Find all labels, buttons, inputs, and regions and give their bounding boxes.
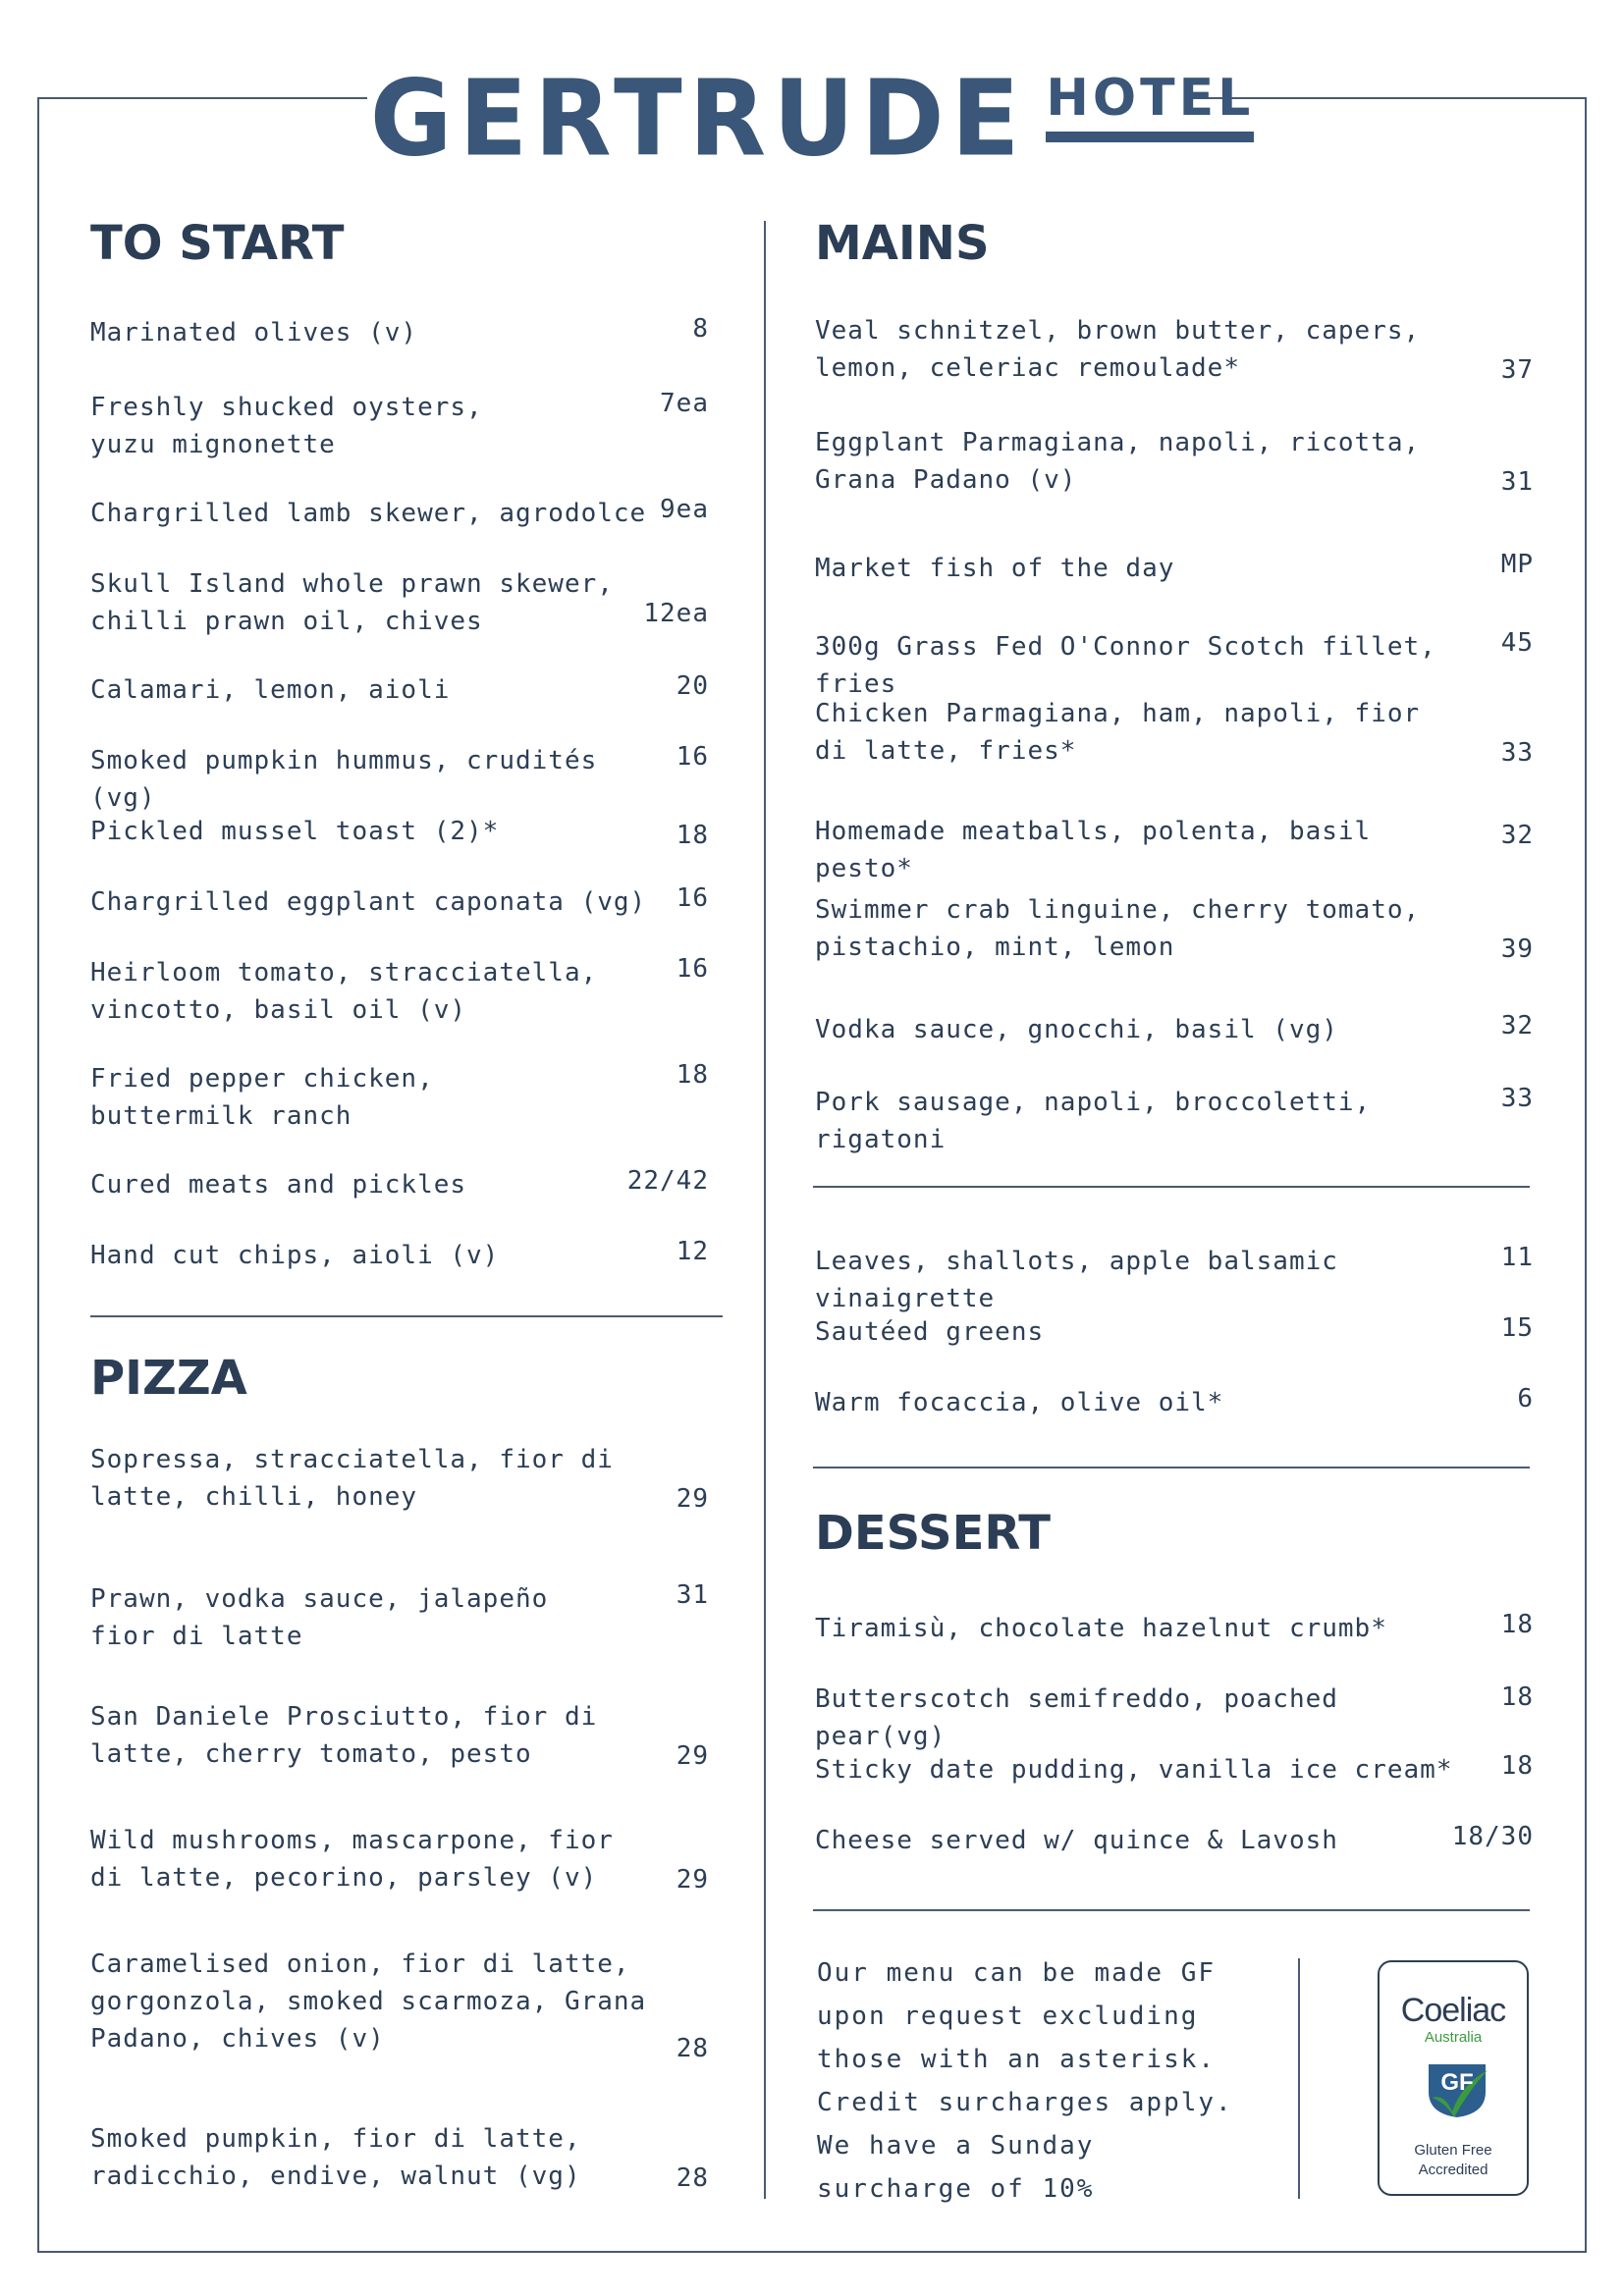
menu-item-price: 18 (1500, 1751, 1534, 1781)
menu-item-price: 9ea (660, 495, 709, 524)
menu-item-price: 16 (676, 883, 709, 913)
menu-item (815, 1313, 1492, 1351)
menu-item-name: 300g Grass Fed O'Connor Scotch fillet, fries (815, 632, 1436, 699)
menu-item-name: Wild mushrooms, mascarpone, fior di latte, pecorino, parsley (v) (90, 1826, 614, 1893)
menu-item (90, 1946, 679, 2057)
menu-item-price: 16 (676, 954, 709, 984)
menu-item (90, 1166, 660, 1203)
menu-item-price: 32 (1500, 1011, 1534, 1041)
menu-item (815, 312, 1483, 387)
note-line: Our menu can be made GF (817, 1958, 1217, 1988)
menu-item-price: 31 (676, 1580, 709, 1610)
menu-item-name: Hand cut chips, aioli (v) (90, 1241, 500, 1270)
section-title-dessert: DESSERT (815, 1506, 1051, 1561)
menu-item-price: 29 (676, 1741, 709, 1771)
menu-item (815, 813, 1483, 887)
menu-item (90, 495, 660, 532)
menu-item-price: 33 (1500, 738, 1534, 768)
menu-item (815, 1243, 1492, 1317)
menu-item-price: MP (1500, 550, 1534, 579)
menu-item (815, 550, 1483, 587)
menu-item-name: Chargrilled lamb skewer, agrodolce (90, 499, 647, 528)
menu-item-name: Sticky date pudding, vanilla ice cream* (815, 1755, 1453, 1785)
menu-item-price: 29 (676, 1865, 709, 1895)
menu-item (815, 695, 1483, 770)
menu-item-name: Marinated olives (v) (90, 318, 418, 347)
brand-logo (369, 58, 1255, 181)
brand-name: GERTRUDE (369, 58, 1027, 181)
menu-item (90, 1822, 679, 1896)
section-title-to-start: TO START (90, 216, 345, 271)
brand-sub: HOTEL (1046, 71, 1254, 142)
badge-footer: Gluten Free Accredited (1414, 2142, 1492, 2178)
menu-item (815, 628, 1483, 703)
menu-item-name: Swimmer crab linguine, cherry tomato, pistachio, mint, lemon (815, 895, 1421, 962)
menu-item-name: Sopressa, stracciatella, fior di latte, chilli, honey (90, 1445, 614, 1512)
menu-item-name: Pork sausage, napoli, broccoletti, rigatoni (815, 1088, 1372, 1154)
note-divider (1298, 1958, 1300, 2199)
menu-item (815, 424, 1483, 499)
gf-check-icon (1423, 2058, 1491, 2119)
header (0, 58, 1624, 181)
menu-item-price: 45 (1500, 628, 1534, 658)
menu-item-price: 16 (676, 742, 709, 772)
menu-item-price: 39 (1500, 934, 1534, 964)
menu-item-price: 18 (676, 821, 709, 850)
menu-item-price: 22/42 (626, 1166, 709, 1196)
menu-item (90, 813, 660, 850)
badge-gf-text: GF (1440, 2069, 1474, 2096)
menu-item (815, 1610, 1483, 1647)
menu-item-price: 8 (692, 314, 709, 344)
menu-item (90, 389, 660, 463)
menu-item-price: 11 (1500, 1243, 1534, 1272)
menu-item (90, 1441, 679, 1516)
frame-bottom (37, 2251, 1587, 2253)
menu-item-name: Pickled mussel toast (2)* (90, 817, 500, 846)
divider-sides (813, 1467, 1530, 1468)
menu-item-name: Eggplant Parmagiana, napoli, ricotta, Grana Padano (v) (815, 428, 1421, 495)
menu-item-name: Fried pepper chicken, buttermilk ranch (90, 1064, 434, 1131)
menu-item (90, 742, 660, 817)
menu-item-name: Homemade meatballs, polenta, basil pesto* (815, 817, 1372, 883)
note-line: those with an asterisk. (817, 2045, 1217, 2074)
menu-item (815, 1384, 1492, 1421)
note-line: We have a Sunday (817, 2131, 1095, 2161)
badge-coeliac: Coeliac (1400, 1992, 1506, 2029)
menu-item-price: 6 (1517, 1384, 1534, 1414)
menu-item (90, 1060, 660, 1135)
menu-item-name: Smoked pumpkin hummus, crudités (vg) (90, 746, 598, 813)
menu-item-name: Leaves, shallots, apple balsamic vinaigrette (815, 1247, 1338, 1313)
menu-item (815, 1751, 1483, 1789)
menu-item-price: 28 (676, 2034, 709, 2063)
menu-item (90, 1580, 679, 1655)
menu-item-price: 18 (676, 1060, 709, 1090)
menu-item-price: 32 (1500, 821, 1534, 850)
menu-item (90, 883, 660, 921)
note-line: Credit surcharges apply. (817, 2088, 1233, 2117)
menu-item (90, 2120, 679, 2195)
menu-item (90, 1698, 679, 1773)
divider-dessert (813, 1909, 1530, 1911)
menu-item-name: San Daniele Prosciutto, fior di latte, cherry tomato, pesto (90, 1702, 598, 1769)
badge-australia: Australia (1424, 2029, 1483, 2046)
menu-item-price: 15 (1500, 1313, 1534, 1343)
note-line: surcharge of 10% (817, 2174, 1095, 2204)
menu-item (815, 891, 1483, 966)
menu-item-name: Smoked pumpkin, fior di latte, radicchio, endive, walnut (vg) (90, 2124, 581, 2191)
menu-item (90, 1237, 660, 1274)
menu-item-name: Caramelised onion, fior di latte, gorgonzola, smoked scarmoza, Grana Padano, chives (v) (90, 1949, 647, 2054)
menu-item-price: 20 (676, 671, 709, 701)
menu-item-name: Butterscotch semifreddo, poached pear(vg) (815, 1684, 1338, 1751)
menu-item (815, 1681, 1483, 1755)
menu-item-price: 12 (676, 1237, 709, 1266)
menu-item-name: Market fish of the day (815, 554, 1175, 583)
menu-item (815, 1084, 1483, 1158)
menu-item (90, 565, 660, 640)
menu-item-name: Vodka sauce, gnocchi, basil (vg) (815, 1015, 1338, 1044)
frame-left (37, 97, 39, 2253)
divider-mains (813, 1186, 1530, 1188)
menu-item-name: Sautéed greens (815, 1317, 1045, 1347)
menu-item-price: 12ea (643, 599, 709, 628)
menu-item-name: Chargrilled eggplant caponata (vg) (90, 887, 647, 917)
menu-item-name: Tiramisù, chocolate hazelnut crumb* (815, 1614, 1387, 1643)
coeliac-badge (1378, 1960, 1529, 2196)
menu-item-price: 18 (1500, 1610, 1534, 1639)
menu-item (90, 954, 660, 1029)
menu-item-name: Calamari, lemon, aioli (90, 675, 451, 705)
menu-item (90, 314, 660, 351)
menu-item-price: 37 (1500, 355, 1534, 385)
menu-item-price: 31 (1500, 467, 1534, 497)
frame-right (1585, 97, 1587, 2253)
menu-item (815, 1011, 1483, 1048)
menu-item-name: Heirloom tomato, stracciatella, vincotto, basil oil (v) (90, 958, 598, 1025)
menu-item (815, 1822, 1483, 1859)
section-title-mains: MAINS (815, 216, 990, 271)
divider-to-start (90, 1315, 723, 1317)
gf-note (817, 1951, 1233, 2211)
column-divider (764, 221, 766, 2199)
menu-item-name: Warm focaccia, olive oil* (815, 1388, 1224, 1417)
menu-item-name: Veal schnitzel, brown butter, capers, lemon, celeriac remoulade* (815, 316, 1421, 383)
menu-item (90, 671, 660, 709)
menu-item-price: 7ea (660, 389, 709, 418)
menu-item-name: Prawn, vodka sauce, jalapeño fior di latte (90, 1584, 549, 1651)
menu-item-name: Freshly shucked oysters, yuzu mignonette (90, 393, 483, 459)
menu-item-price: 28 (676, 2163, 709, 2193)
menu-item-name: Chicken Parmagiana, ham, napoli, fior di latte, fries* (815, 699, 1421, 766)
note-line: upon request excluding (817, 2002, 1199, 2031)
menu-item-price: 18/30 (1451, 1822, 1534, 1851)
menu-item-price: 33 (1500, 1084, 1534, 1113)
menu-item-name: Cured meats and pickles (90, 1170, 467, 1200)
menu-item-price: 29 (676, 1484, 709, 1514)
menu-item-price: 18 (1500, 1682, 1534, 1712)
menu-item-name: Skull Island whole prawn skewer, chilli prawn oil, chives (90, 569, 614, 636)
menu-item-name: Cheese served w/ quince & Lavosh (815, 1826, 1338, 1855)
section-title-pizza: PIZZA (90, 1351, 247, 1406)
